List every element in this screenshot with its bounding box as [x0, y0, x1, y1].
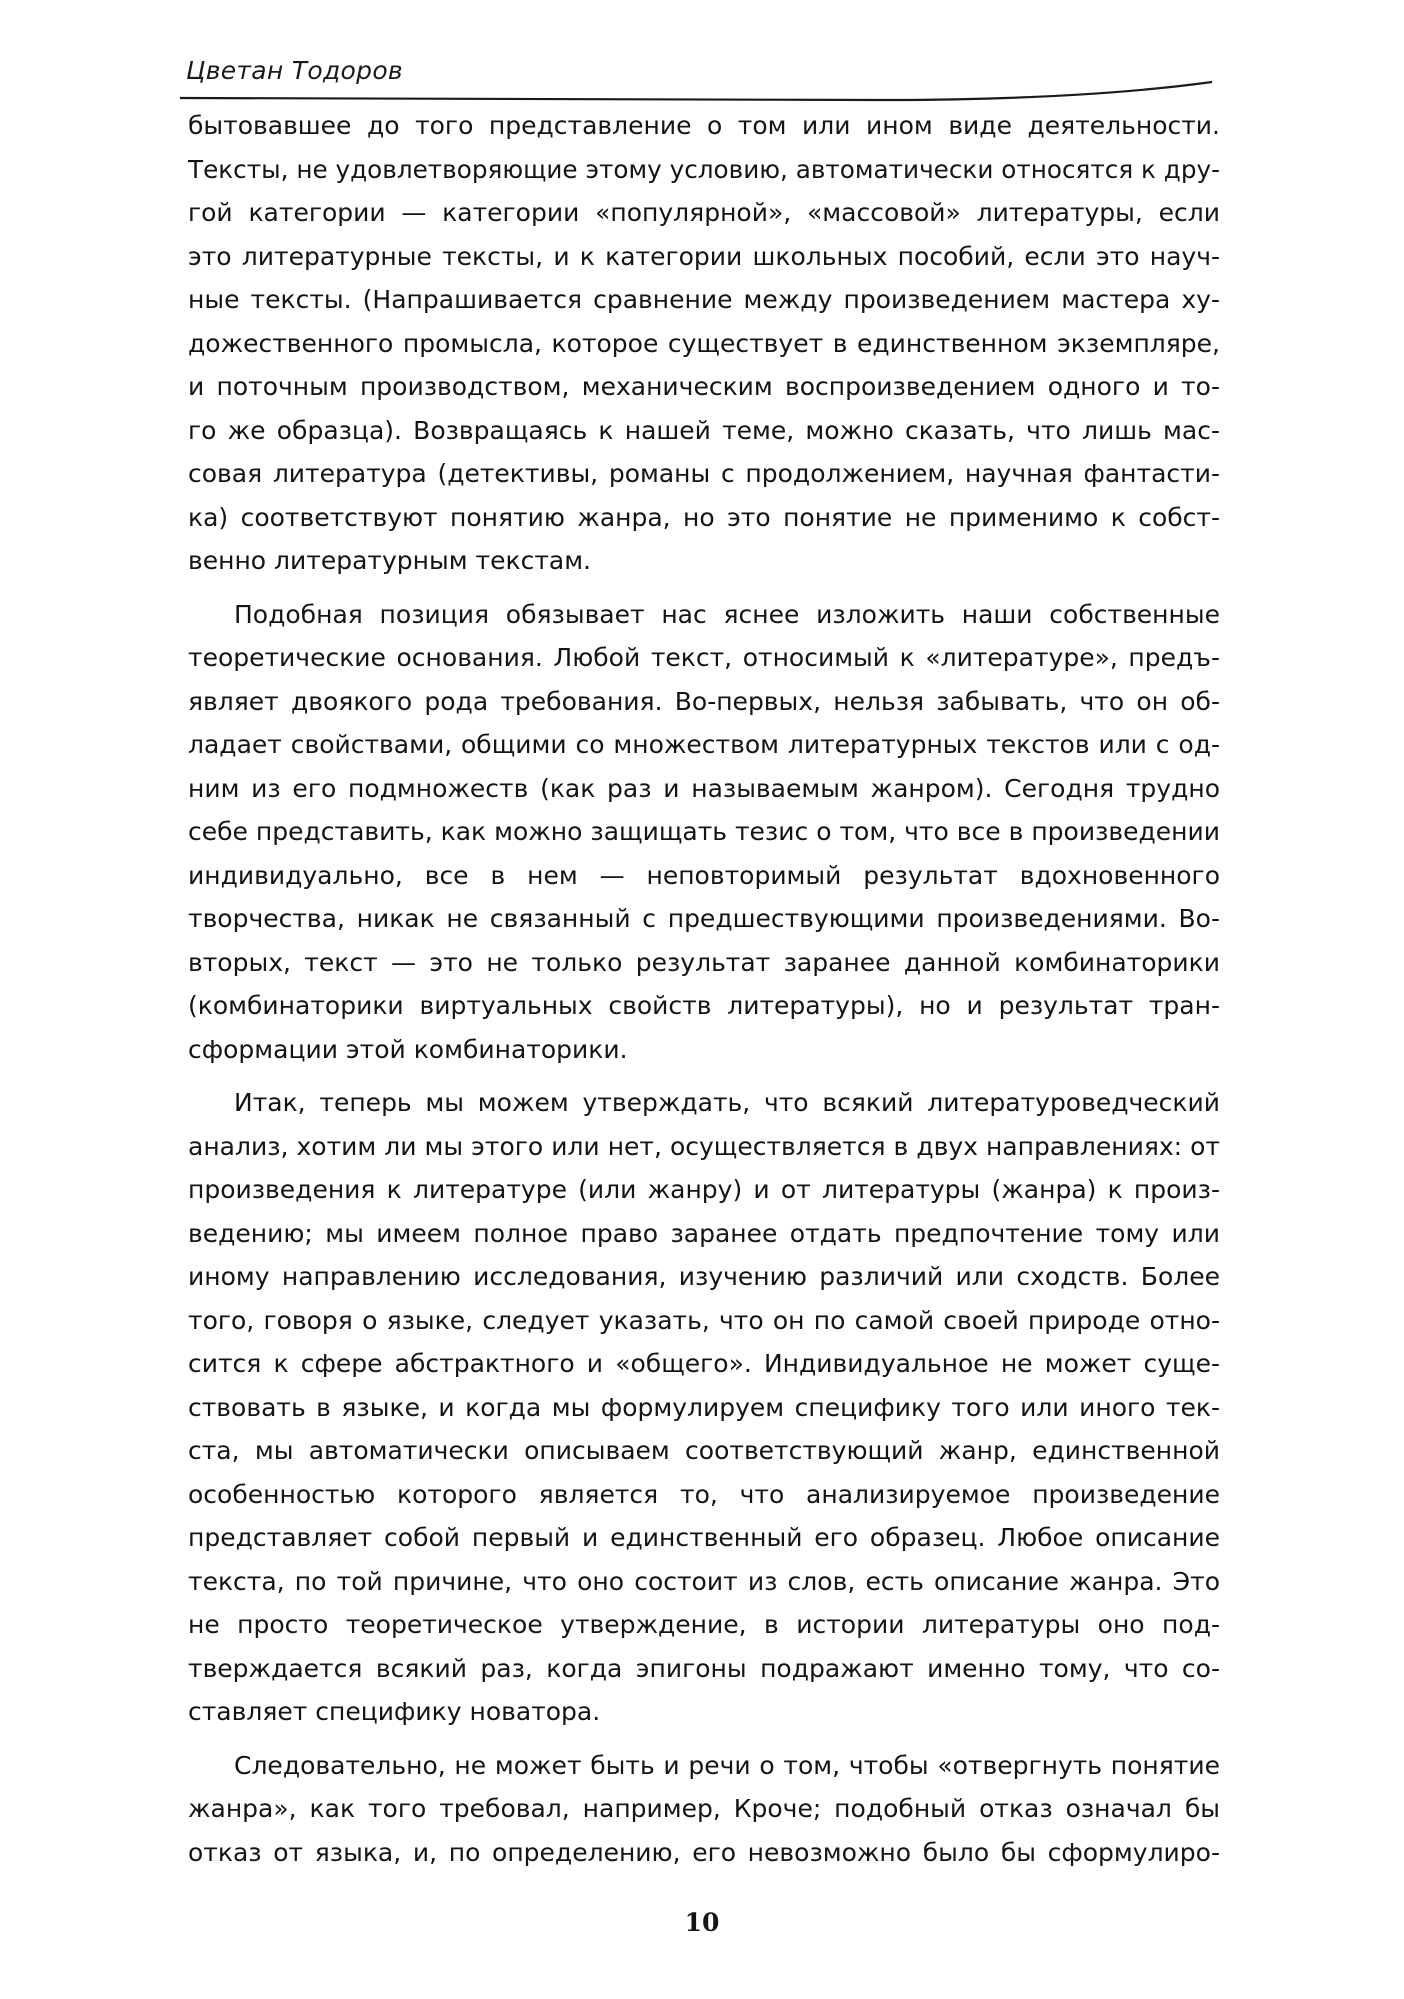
text-line: текста, по той причине, что оно состоит из слов, есть описание жанра. Это [188, 1566, 1220, 1596]
text-line: венно литературным текстам. [188, 546, 592, 575]
text-line: иному направлению исследования, изучению различий или сходств. Более [188, 1262, 1220, 1291]
text-line: индивидуально, все в нем — неповторимый результат вдохновенного [188, 860, 1220, 890]
paragraph-gap [188, 1734, 1220, 1744]
text-line: гой категории — категории «популярной», «массовой» литературы, если [188, 198, 1220, 227]
body-text [188, 104, 1220, 1874]
text-line: и поточным производством, механическим воспроизведением одного и то- [188, 372, 1220, 401]
text-line: ним из его подмножеств (как раз и называемым жанром). Сегодня трудно [188, 773, 1220, 803]
text-line: произведения к литературе (или жанру) и от литературы (жанра) к произ- [188, 1175, 1220, 1204]
text-line: сформации этой комбинаторики. [188, 1034, 628, 1064]
paragraph-gap [188, 1071, 1220, 1081]
text-line: совая литература (детективы, романы с продолжением, научная фантасти- [188, 459, 1220, 488]
text-line: ста, мы автоматически описываем соответствующий жанр, единственной [188, 1436, 1220, 1465]
text-line: бытовавшее до того представление о том или ином виде деятельности. [188, 111, 1220, 140]
paragraph [188, 593, 1220, 1072]
text-line: Подобная позиция обязывает нас яснее изложить наши собственные [234, 599, 1220, 629]
text-line: отказ от языка, и, по определению, его невозможно было бы сформулиро- [188, 1837, 1220, 1867]
text-line: анализ, хотим ли мы этого или нет, осуществляется в двух направлениях: от [188, 1131, 1220, 1161]
text-line: ведению; мы имеем полное право заранее отдать предпочтение тому или [188, 1218, 1220, 1248]
text-line: ка) соответствуют понятию жанра, но это понятие не применимо к собст- [188, 502, 1220, 532]
page-number: 10 [684, 1908, 720, 1937]
text-line: творчества, никак не связанный с предшествующими произведениями. Во- [188, 904, 1220, 933]
text-line: являет двоякого рода требования. Во-первых, нельзя забывать, что он об- [188, 686, 1220, 716]
paragraph [188, 1081, 1220, 1734]
text-line: того, говоря о языке, следует указать, что он по самой своей природе отно- [188, 1305, 1220, 1335]
text-line: теоретические основания. Любой текст, относимый к «литературе», предъ- [188, 643, 1220, 672]
text-line: ставляет специфику новатора. [188, 1697, 601, 1726]
paragraph [188, 104, 1220, 583]
text-line: вторых, текст — это не только результат заранее данной комбинаторики [188, 947, 1220, 977]
text-line: особенностью которого является то, что анализируемое произведение [188, 1479, 1220, 1509]
paragraph-gap [188, 583, 1220, 593]
text-line: ствовать в языке, и когда мы формулируем специфику того или иного тек- [188, 1392, 1220, 1422]
text-line: дожественного промысла, которое существует в единственном экземпляре, [188, 328, 1220, 358]
text-line: не просто теоретическое утверждение, в истории литературы оно под- [188, 1610, 1220, 1639]
text-line: го же образца). Возвращаясь к нашей теме, можно сказать, что лишь мас- [188, 415, 1220, 445]
text-line: (комбинаторики виртуальных свойств литературы), но и результат тран- [188, 991, 1220, 1020]
text-line: представляет собой первый и единственный его образец. Любое описание [188, 1523, 1220, 1552]
text-line: тверждается всякий раз, когда эпигоны подражают именно тому, что со- [188, 1653, 1220, 1683]
text-line: Итак, теперь мы можем утверждать, что всякий литературоведческий [234, 1088, 1220, 1117]
running-head-author: Цветан Тодоров [186, 56, 403, 85]
text-line: Тексты, не удовлетворяющие этому условию, автоматически относятся к дру- [188, 154, 1221, 184]
text-line: сится к сфере абстрактного и «общего». Индивидуальное не может суще- [188, 1349, 1220, 1378]
text-line: Следовательно, не может быть и речи о том, чтобы «отвергнуть понятие [234, 1750, 1220, 1780]
text-line: себе представить, как можно защищать тезис о том, что все в произведении [188, 817, 1220, 846]
text-line: жанра», как того требовал, например, Кроче; подобный отказ означал бы [188, 1794, 1220, 1823]
text-line: это литературные тексты, и к категории школьных пособий, если это науч- [188, 241, 1220, 271]
paragraph [188, 1744, 1220, 1875]
text-line: ладает свойствами, общими со множеством литературных текстов или с од- [188, 730, 1220, 759]
text-line: ные тексты. (Напрашивается сравнение между произведением мастера ху- [188, 285, 1220, 314]
